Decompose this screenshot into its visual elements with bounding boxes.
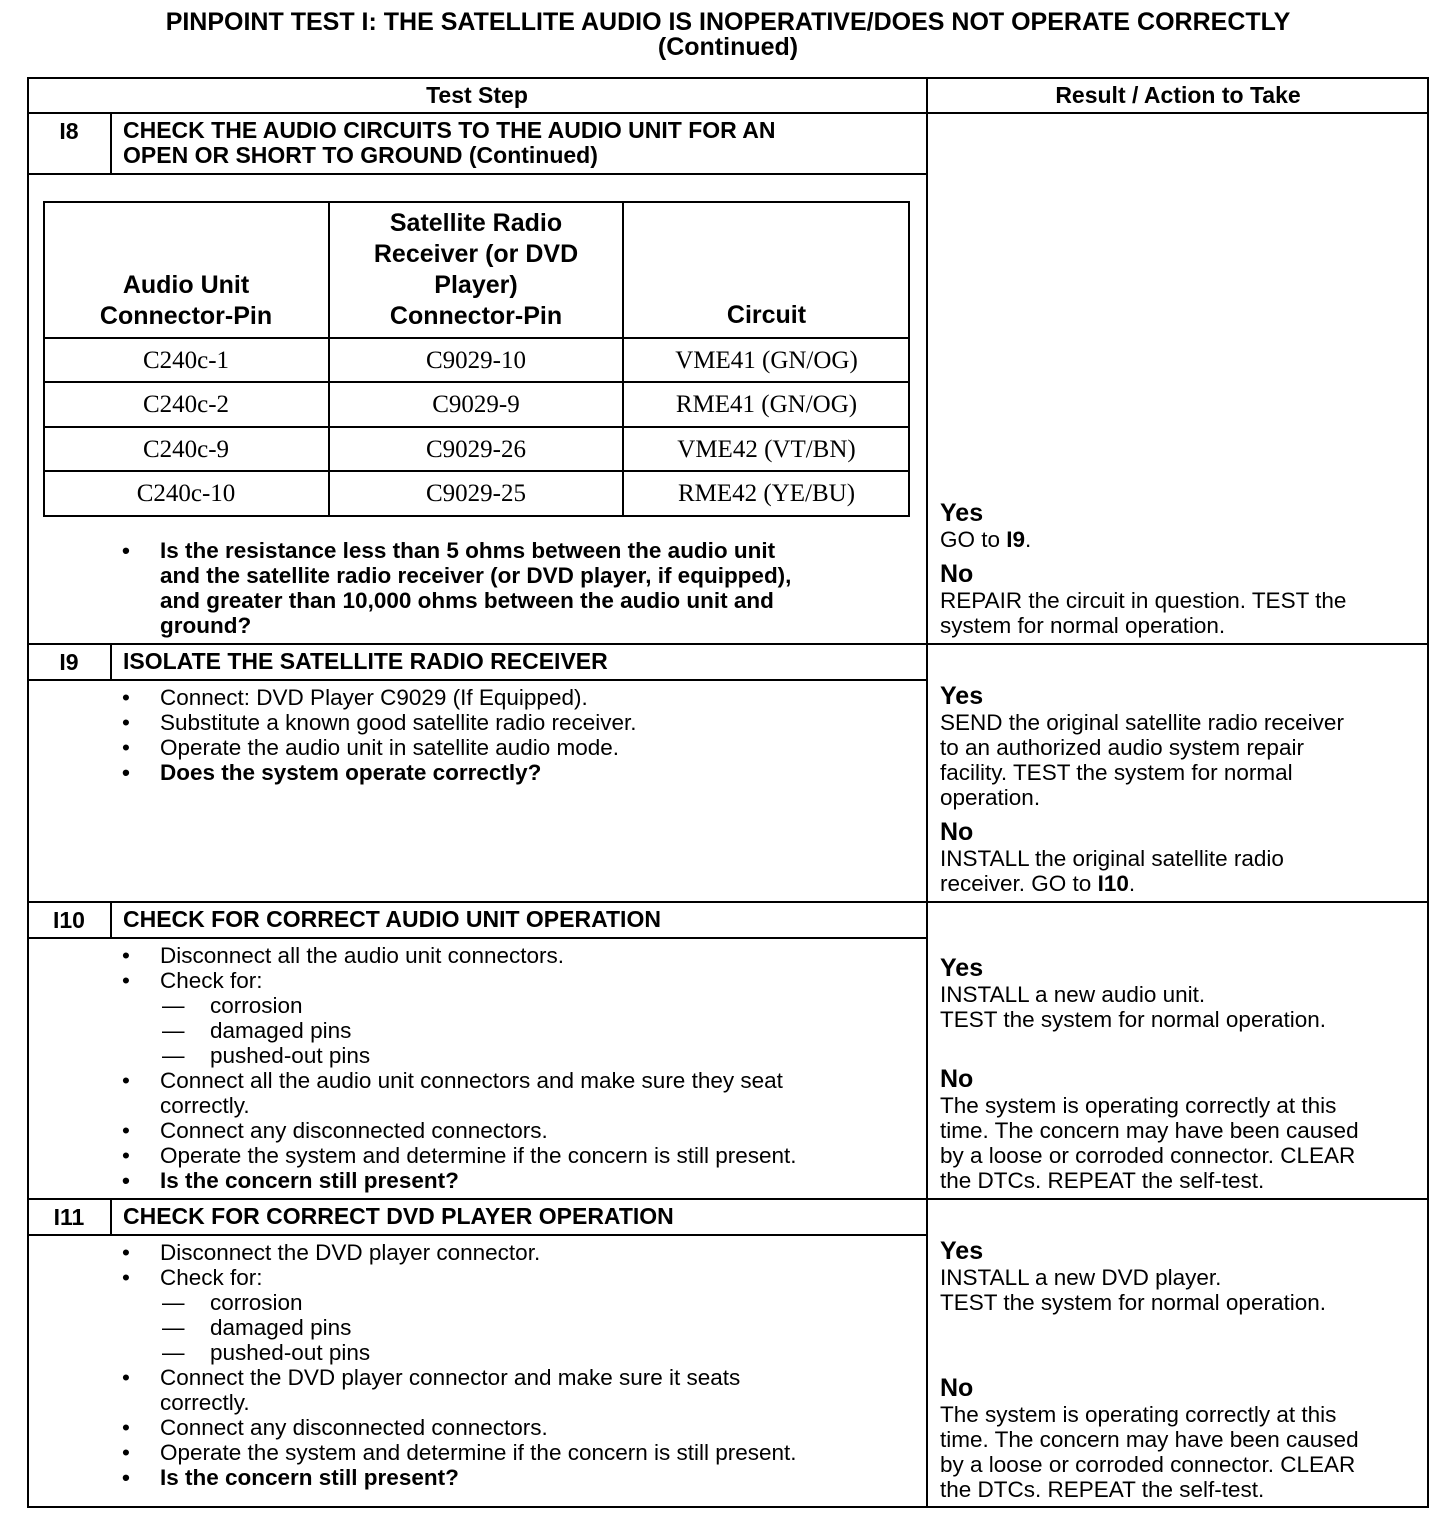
inner-header-audio-unit — [43, 270, 329, 332]
bullet-glyph: • — [122, 1265, 130, 1290]
i11-dash-1: corrosion — [210, 1290, 303, 1315]
i8-result — [940, 500, 1420, 638]
i8-yes-text — [940, 527, 1420, 552]
page-title — [0, 10, 1456, 60]
i9-yes-label: Yes — [940, 682, 984, 710]
i9-no-link: I10 — [1097, 871, 1129, 896]
i8-no-label: No — [940, 560, 974, 588]
inner-cell-r1-c2: C9029-10 — [426, 347, 526, 374]
i9-question: Does the system operate correctly? — [160, 760, 542, 785]
i10-id-divider — [110, 901, 112, 938]
i10-no-line-2: time. The concern may have been caused — [940, 1118, 1359, 1143]
i9-no-line-1: INSTALL the original satellite radio — [940, 846, 1284, 871]
i10-dash-2: damaged pins — [210, 1018, 352, 1043]
i11-title-divider — [27, 1234, 927, 1236]
i11-dash-2: damaged pins — [210, 1315, 352, 1340]
bullet-glyph: • — [122, 943, 130, 968]
bullet-glyph: • — [122, 735, 130, 760]
title-line-2: (Continued) — [657, 33, 799, 61]
i9-no-line-2-pre: receiver. GO to — [940, 871, 1098, 896]
i11-id-divider — [110, 1198, 112, 1235]
bullet-glyph: • — [122, 1365, 130, 1390]
i8-no-line-1: REPAIR the circuit in question. TEST the — [940, 588, 1347, 613]
inner-header-audio-unit-line-1: Audio Unit — [122, 271, 250, 299]
step-id-i9: I9 — [59, 649, 79, 675]
inner-cell-r1-c1: C240c-1 — [142, 347, 230, 374]
i10-dash-1: corrosion — [210, 993, 303, 1018]
i11-yes-line-1: INSTALL a new DVD player. — [940, 1265, 1222, 1290]
bullet-glyph: • — [122, 710, 130, 735]
i11-bullets — [28, 1240, 923, 1490]
i10-bullet-4: Connect any disconnected connectors. — [160, 1118, 548, 1143]
i8-yes-text-pre: GO to — [940, 527, 1007, 552]
dash-glyph: — — [162, 1043, 185, 1068]
i8-question-line-2: and the satellite radio receiver (or DVD player, if equipped), — [160, 563, 792, 588]
i10-bullets — [28, 943, 923, 1193]
i11-yes-line-2: TEST the system for normal operation. — [940, 1290, 1326, 1315]
bullet-glyph: • — [122, 1118, 130, 1143]
step-id-i8: I8 — [59, 118, 79, 144]
i9-yes-line-4: operation. — [940, 785, 1041, 810]
i9-no-label: No — [940, 818, 974, 846]
i10-no-line-4: the DTCs. REPEAT the self-test. — [940, 1168, 1265, 1193]
i9-title-divider — [27, 679, 927, 681]
i10-bullet-3-line-1: Connect all the audio unit connectors and make sure they seat — [160, 1068, 783, 1093]
inner-header-sat-line-4: Connector-Pin — [389, 302, 563, 330]
inner-cell-r2-c1: C240c-2 — [142, 391, 230, 418]
i11-no-line-3: by a loose or corroded connector. CLEAR — [940, 1452, 1356, 1477]
i11-bullet-3-line-1: Connect the DVD player connector and make sure it seats — [160, 1365, 741, 1390]
inner-header-sat-line-1: Satellite Radio — [389, 209, 563, 237]
dash-glyph: — — [162, 1290, 185, 1315]
i9-bullet-1: Connect: DVD Player C9029 (If Equipped). — [160, 685, 588, 710]
bullet-glyph: • — [122, 538, 130, 563]
column-divider — [926, 77, 928, 1508]
i10-bullet-1: Disconnect all the audio unit connectors. — [160, 943, 564, 968]
inner-header-circuit: Circuit — [726, 301, 807, 329]
inner-cell-r4-c3: RME42 (YE/BU) — [677, 480, 856, 507]
i9-bullet-3: Operate the audio unit in satellite audio mode. — [160, 735, 620, 760]
dash-glyph: — — [162, 1315, 185, 1340]
step-title-i8-line-2: OPEN OR SHORT TO GROUND (Continued) — [123, 142, 598, 168]
i9-no-line-2 — [940, 871, 1420, 896]
i8-yes-text-post: . — [1025, 527, 1032, 552]
row-divider-i9-i10 — [27, 901, 1429, 903]
inner-cell-r3-c1: C240c-9 — [142, 436, 230, 463]
i11-bullet-2: Check for: — [160, 1265, 263, 1290]
i9-id-divider — [110, 643, 112, 680]
i11-no-line-2: time. The concern may have been caused — [940, 1427, 1359, 1452]
bullet-glyph: • — [122, 1143, 130, 1168]
i9-bullet-2: Substitute a known good satellite radio receiver. — [160, 710, 637, 735]
bullet-glyph: • — [122, 1465, 130, 1490]
bullet-glyph: • — [122, 1068, 130, 1093]
i10-bullet-5: Operate the system and determine if the concern is still present. — [160, 1143, 797, 1168]
i10-yes-line-2: TEST the system for normal operation. — [940, 1007, 1326, 1032]
i8-question-line-3: and greater than 10,000 ohms between the audio unit and — [160, 588, 774, 613]
i11-result — [940, 1238, 1420, 1502]
i8-question-line-1: Is the resistance less than 5 ohms between the audio unit — [160, 538, 776, 563]
dash-glyph: — — [162, 1340, 185, 1365]
i10-question: Is the concern still present? — [160, 1168, 459, 1193]
i8-id-divider — [110, 112, 112, 174]
header-result: Result / Action to Take — [1055, 82, 1301, 108]
step-id-i10: I10 — [53, 907, 85, 933]
bullet-glyph: • — [122, 968, 130, 993]
i10-yes-label: Yes — [940, 954, 984, 982]
step-id-i11: I11 — [53, 1204, 85, 1230]
dash-glyph: — — [162, 993, 185, 1018]
inner-header-satellite-receiver — [329, 208, 623, 332]
step-title-i9: ISOLATE THE SATELLITE RADIO RECEIVER — [123, 648, 608, 674]
i8-yes-label: Yes — [940, 499, 984, 527]
header-test-step: Test Step — [426, 82, 528, 108]
i9-result — [940, 683, 1420, 896]
step-title-i8 — [123, 118, 776, 168]
i9-yes-line-1: SEND the original satellite radio receiver — [940, 710, 1344, 735]
title-line-1: PINPOINT TEST I: THE SATELLITE AUDIO IS INOPERATIVE/DOES NOT OPERATE CORRECTLY — [165, 8, 1291, 36]
i10-dash-3: pushed-out pins — [210, 1043, 371, 1068]
bullet-glyph: • — [122, 1440, 130, 1465]
i11-no-label: No — [940, 1374, 974, 1402]
bullet-glyph: • — [122, 760, 130, 785]
inner-header-sat-line-3: Player) — [434, 271, 518, 299]
i11-no-line-1: The system is operating correctly at this — [940, 1402, 1337, 1427]
inner-cell-r2-c2: C9029-9 — [432, 391, 520, 418]
row-divider-i10-i11 — [27, 1198, 1429, 1200]
i10-bullet-2: Check for: — [160, 968, 263, 993]
i9-yes-line-2: to an authorized audio system repair — [940, 735, 1304, 760]
i8-title-divider — [27, 173, 927, 175]
i9-bullets — [28, 685, 923, 785]
inner-cell-r4-c1: C240c-10 — [136, 480, 236, 507]
i11-yes-label: Yes — [940, 1237, 984, 1265]
bullet-glyph: • — [122, 685, 130, 710]
i9-yes-line-3: facility. TEST the system for normal — [940, 760, 1293, 785]
i8-yes-link: I9 — [1006, 527, 1026, 552]
bullet-glyph: • — [122, 1240, 130, 1265]
dash-glyph: — — [162, 1018, 185, 1043]
i10-result — [940, 955, 1420, 1193]
i10-title-divider — [27, 937, 927, 939]
i8-no-line-2: system for normal operation. — [940, 613, 1226, 638]
bullet-glyph: • — [122, 1168, 130, 1193]
i11-bullet-4: Connect any disconnected connectors. — [160, 1415, 548, 1440]
i11-question: Is the concern still present? — [160, 1465, 459, 1490]
step-title-i10: CHECK FOR CORRECT AUDIO UNIT OPERATION — [123, 906, 661, 932]
inner-cell-r1-c3: VME41 (GN/OG) — [675, 347, 858, 374]
inner-cell-r2-c3: RME41 (GN/OG) — [675, 391, 858, 418]
i11-bullet-1: Disconnect the DVD player connector. — [160, 1240, 541, 1265]
i11-dash-3: pushed-out pins — [210, 1340, 371, 1365]
i10-no-label: No — [940, 1065, 974, 1093]
i10-yes-line-1: INSTALL a new audio unit. — [940, 982, 1206, 1007]
header-divider — [27, 112, 1429, 114]
row-divider-i8-i9 — [27, 643, 1429, 645]
i11-bullet-3-line-2: correctly. — [160, 1390, 250, 1415]
inner-cell-r4-c2: C9029-25 — [426, 480, 526, 507]
i10-no-line-1: The system is operating correctly at this — [940, 1093, 1337, 1118]
i8-question — [28, 538, 923, 638]
i9-no-line-2-post: . — [1128, 871, 1136, 896]
i11-no-line-4: the DTCs. REPEAT the self-test. — [940, 1477, 1265, 1502]
inner-cell-r3-c3: VME42 (VT/BN) — [677, 436, 856, 463]
inner-cell-r3-c2: C9029-26 — [426, 436, 526, 463]
i8-question-line-4: ground? — [160, 613, 252, 638]
step-title-i11: CHECK FOR CORRECT DVD PLAYER OPERATION — [123, 1203, 674, 1229]
bullet-glyph: • — [122, 1415, 130, 1440]
inner-header-sat-line-2: Receiver (or DVD — [373, 240, 579, 268]
step-title-i8-line-1: CHECK THE AUDIO CIRCUITS TO THE AUDIO UNIT FOR AN — [123, 117, 776, 143]
i11-bullet-5: Operate the system and determine if the concern is still present. — [160, 1440, 797, 1465]
i10-no-line-3: by a loose or corroded connector. CLEAR — [940, 1143, 1356, 1168]
i10-bullet-3-line-2: correctly. — [160, 1093, 250, 1118]
inner-header-audio-unit-line-2: Connector-Pin — [99, 302, 273, 330]
